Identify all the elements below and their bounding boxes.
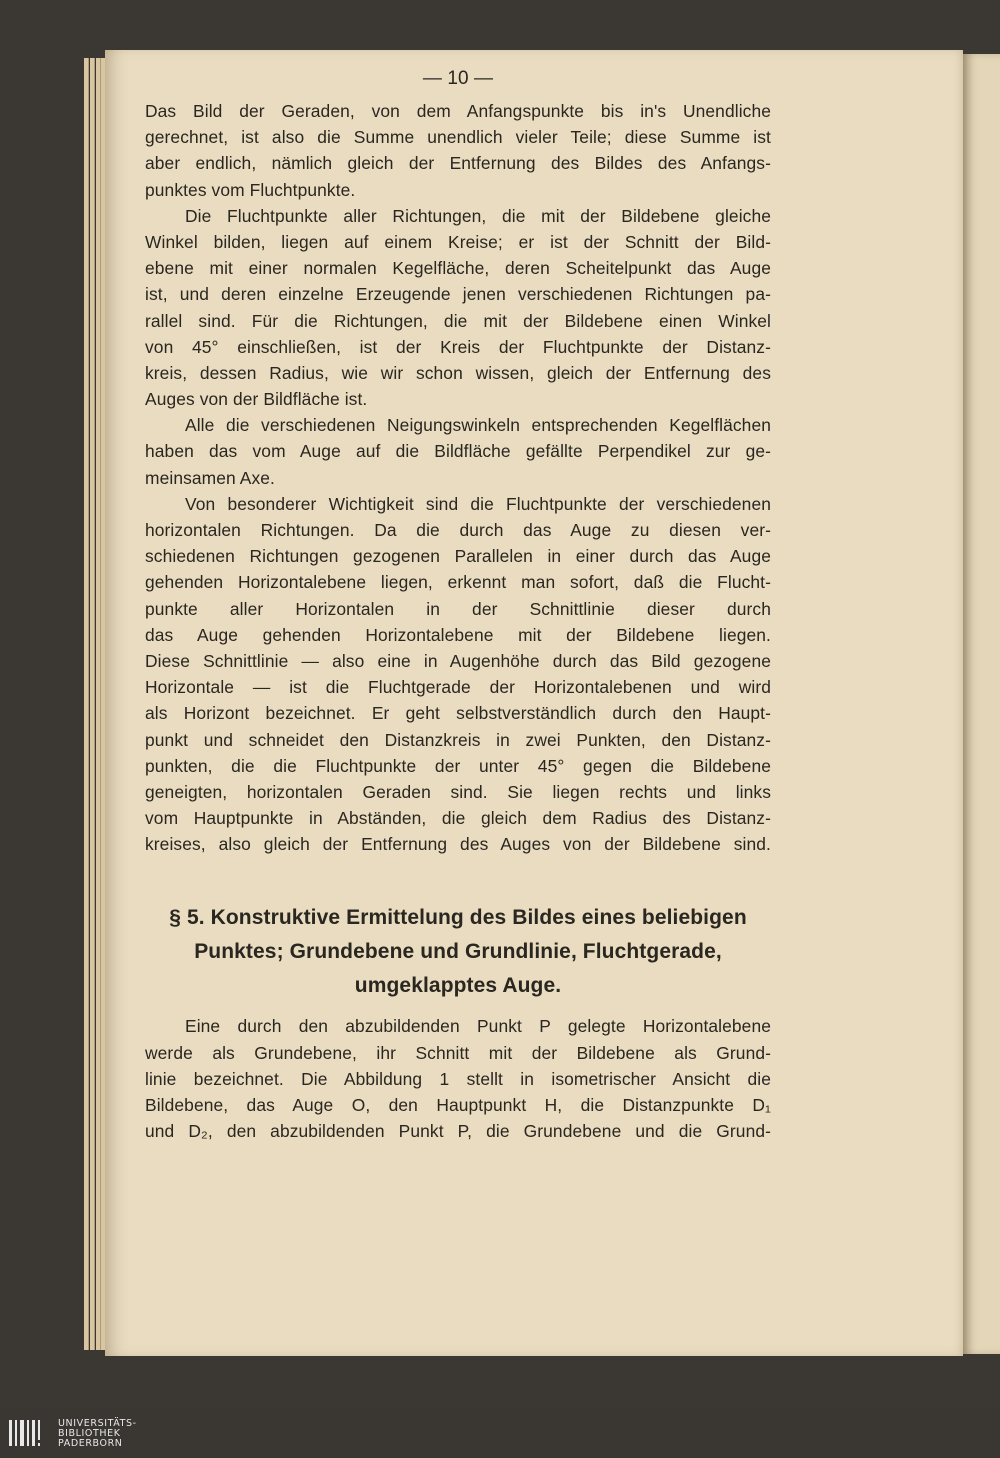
page-stack-edge <box>90 58 95 1350</box>
facing-page-edge <box>963 54 1000 1354</box>
page-number: — 10 — <box>422 68 494 89</box>
text-line: haben das vom Auge auf die Bildfläche gefällte Perpendikel zur ge- <box>145 441 771 462</box>
text-line: Horizontale — ist die Fluchtgerade der Horizontalebenen und wird <box>145 677 771 698</box>
text-line: punkten, die die Fluchtpunkte der unter 45° gegen die Bildebene <box>145 755 771 776</box>
library-name-line: BIBLIOTHEK <box>58 1428 121 1439</box>
paragraph-4 <box>145 491 771 858</box>
text-line: kreis, dessen Radius, wie wir schon wissen, gleich der Entfernung des <box>145 362 771 383</box>
text-line: schiedenen Richtungen gezogenen Parallelen in einer durch das Auge <box>145 546 771 567</box>
text-line: und D₂, den abzubildenden Punkt P, die Grundebene und die Grund- <box>145 1121 771 1142</box>
text-line: kreises, also gleich der Entfernung des Auges von der Bildebene sind. <box>145 834 771 855</box>
text-line: gerechnet, ist also die Summe unendlich vieler Teile; diese Summe ist <box>145 127 771 148</box>
text-line: werde als Grundebene, ihr Schnitt mit der Bildebene als Grund- <box>145 1042 771 1063</box>
section-heading <box>145 901 771 1003</box>
paragraph-1 <box>145 98 771 203</box>
text-line: meinsamen Axe. <box>145 467 275 488</box>
page-content <box>145 66 771 1144</box>
text-line: von 45° einschließen, ist der Kreis der Fluchtpunkte der Distanz- <box>145 336 771 357</box>
text-line: punkte aller Horizontalen in der Schnittlinie dieser durch <box>145 598 771 619</box>
text-line: punkt und schneidet den Distanzkreis in zwei Punkten, den Distanz- <box>145 729 771 750</box>
text-line: rallel sind. Für die Richtungen, die mit der Bildebene einen Winkel <box>145 310 771 331</box>
library-name-line: PADERBORN <box>58 1438 123 1449</box>
text-line: Auges von der Bildfläche ist. <box>145 389 368 410</box>
library-name-line: UNIVERSITÄTS- <box>58 1418 137 1429</box>
page-stack-edge <box>84 58 89 1350</box>
text-line: gehenden Horizontalebene liegen, erkennt man sofort, daß die Flucht- <box>145 572 771 593</box>
text-line: aber endlich, nämlich gleich der Entfernung des Bildes des Anfangs- <box>145 153 771 174</box>
section-paragraph <box>145 1013 771 1144</box>
text-line: als Horizont bezeichnet. Er geht selbstverständlich durch den Haupt- <box>145 703 771 724</box>
text-line: Die Fluchtpunkte aller Richtungen, die mit der Bildebene gleiche <box>185 205 771 226</box>
text-line: das Auge gehenden Horizontalebene mit der Bildebene liegen. <box>145 624 771 645</box>
text-line: ebene mit einer normalen Kegelfläche, deren Scheitelpunkt das Auge <box>145 258 771 279</box>
text-line: vom Hauptpunkte in Abständen, die gleich dem Radius des Distanz- <box>145 808 771 829</box>
text-line: Von besonderer Wichtigkeit sind die Fluchtpunkte der verschiedenen <box>185 493 771 514</box>
heading-line: Punktes; Grundebene und Grundlinie, Fluchtgerade, <box>194 940 722 964</box>
library-name <box>58 1419 137 1449</box>
text-line: geneigten, horizontalen Geraden sind. Sie liegen rechts und links <box>145 781 771 802</box>
text-line: linie bezeichnet. Die Abbildung 1 stellt in isometrischer Ansicht die <box>145 1068 771 1089</box>
text-line: Das Bild der Geraden, von dem Anfangspunkte bis in's Unendliche <box>145 101 771 121</box>
text-line: ist, und deren einzelne Erzeugende jenen verschiedenen Richtungen pa- <box>145 284 771 305</box>
paragraph-3 <box>145 412 771 491</box>
heading-line: § 5. Konstruktive Ermittelung des Bildes eines beliebigen <box>169 906 747 930</box>
text-line: Winkel bilden, liegen auf einem Kreise; er ist der Schnitt der Bild- <box>145 231 771 252</box>
text-line: horizontalen Richtungen. Da die durch das Auge zu diesen ver- <box>145 520 771 540</box>
heading-line: umgeklapptes Auge. <box>354 974 562 998</box>
library-logo-icon <box>8 1416 48 1450</box>
text-line: Diese Schnittlinie — also eine in Augenhöhe durch das Bild gezogene <box>145 650 771 671</box>
text-line: punktes vom Fluchtpunkte. <box>145 179 356 200</box>
paragraph-2 <box>145 203 771 413</box>
library-footer <box>0 1408 1000 1458</box>
text-line: Bildebene, das Auge O, den Hauptpunkt H, die Distanzpunkte D₁ <box>145 1095 771 1115</box>
text-line: Eine durch den abzubildenden Punkt P gelegte Horizontalebene <box>185 1016 771 1037</box>
text-line: Alle die verschiedenen Neigungswinkeln entsprechenden Kegelflächen <box>185 415 771 436</box>
